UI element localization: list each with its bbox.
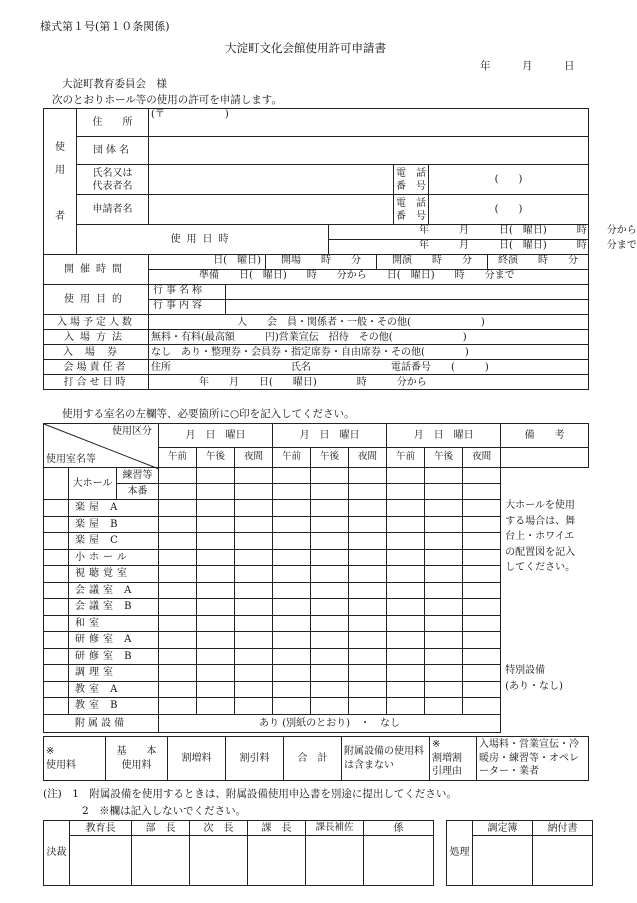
schedule-cell[interactable] [425,648,463,665]
usage-date-field[interactable]: 年 月 日( 曜日) 時 分から 年 月 日( 曜日) 時 分まで [329,225,589,255]
schedule-cell[interactable] [273,566,311,583]
schedule-cell[interactable] [273,516,311,533]
addressee: 大淀町教育委員会 様 [62,78,167,90]
slot-pm: 午後 [311,448,349,468]
room-name: 楽屋 A [69,500,159,517]
schedule-cell[interactable] [197,549,235,566]
process-invoice: 納付書 [533,821,593,836]
schedule-cell[interactable] [159,681,197,698]
schedule-cell[interactable] [425,566,463,583]
venue-manager-field[interactable]: 住所 氏名 電話番号 ( ) [149,360,589,375]
schedule-cell[interactable] [311,632,349,649]
schedule-cell[interactable] [387,566,425,583]
room-hall-label: 大ホール [69,468,117,500]
purpose-label: 使用目的 [44,285,149,315]
schedule-cell[interactable] [159,648,197,665]
table-row [44,615,589,632]
schedule-cell[interactable] [273,632,311,649]
schedule-cell[interactable] [197,648,235,665]
form-number: 様式第１号(第１０条関係) [40,20,170,33]
approver-education-head: 教育長 [70,821,132,836]
schedule-cell[interactable] [387,582,425,599]
room-name: 和室 [69,615,159,632]
group-name-field[interactable] [149,137,589,165]
meeting-field[interactable]: 年 月 日( 曜日) 時 分から [149,375,589,390]
room-name: 研修室 A [69,632,159,649]
event-time-field[interactable]: 日( 曜日) 開場 時 分 開演 時 分 終演 時 分 準備 日( 曜日) 時 分から 日( 曜日) 時 分まで [149,255,589,285]
schedule-cell[interactable] [387,632,425,649]
schedule-cell[interactable] [349,516,387,533]
page-title: 大淀町文化会館使用許可申請書 [225,41,386,55]
intro-text: 次のとおりホール等の使用の許可を申請します。 [52,94,282,106]
schedule-cell[interactable] [159,698,197,715]
schedule-cell[interactable] [349,648,387,665]
approver-staff: 係 [364,821,434,836]
room-name: 楽屋 C [69,533,159,550]
schedule-cell[interactable] [349,681,387,698]
room-mark-cell[interactable] [44,632,69,649]
schedule-cell[interactable] [425,533,463,550]
table-row [44,582,589,599]
schedule-cell[interactable] [197,632,235,649]
schedule-cell[interactable] [235,615,273,632]
room-mark-cell[interactable] [44,698,69,715]
schedule-cell[interactable] [387,516,425,533]
slot-pm: 午後 [425,448,463,468]
schedule-cell[interactable] [349,566,387,583]
schedule-cell[interactable] [311,648,349,665]
schedule-cell[interactable] [197,599,235,616]
schedule-cell[interactable] [235,566,273,583]
schedule-cell[interactable] [159,500,197,517]
decision-label: 決裁 [44,821,70,886]
schedule-cell[interactable] [273,599,311,616]
approver-deputy: 次 長 [190,821,248,836]
schedule-cell[interactable] [387,484,425,500]
schedule-cell[interactable] [311,566,349,583]
corner-header [44,424,159,468]
schedule-cell[interactable] [463,566,501,583]
schedule-cell[interactable] [235,516,273,533]
ticket-field[interactable]: なし あり・整理券・会員券・指定席券・自由席券・その他( ) [149,345,589,360]
phone-label-2: 電 話 番 号 [394,195,429,225]
schedule-cell[interactable] [159,599,197,616]
room-mark-cell[interactable] [44,468,69,500]
stamp-box[interactable] [132,836,190,886]
postal-code: (〒 ) [151,109,229,120]
schedule-cell[interactable] [159,533,197,550]
stamp-box[interactable] [364,836,434,886]
special-equipment: 特別設備 (あり・なし) [505,665,563,692]
schedule-cell[interactable] [197,500,235,517]
requester-field[interactable] [149,195,394,225]
schedule-cell[interactable] [235,599,273,616]
processing-table [446,820,593,886]
equipment-label: 附属設備 [44,714,159,732]
room-mark-cell[interactable] [44,599,69,616]
schedule-cell[interactable] [311,582,349,599]
schedule-cell[interactable] [463,500,501,517]
schedule-cell[interactable] [387,549,425,566]
hall-sub-label: 練習等 [117,468,159,484]
room-name: 視聴覚室 [69,566,159,583]
table-row [44,468,589,484]
room-name: 小ホール [69,549,159,566]
entry-method-field[interactable]: 無料・有料(最高額 円)営業宣伝 招待 その他( ) [149,330,589,345]
schedule-cell[interactable] [159,665,197,682]
room-note: 使用する室名の左欄等、必要箇所に○印を記入してください。 [62,408,355,420]
room-mark-cell[interactable] [44,681,69,698]
schedule-cell[interactable] [463,648,501,665]
room-mark-cell[interactable] [44,665,69,682]
fee-table [43,736,589,781]
schedule-cell[interactable] [273,665,311,682]
room-mark-cell[interactable] [44,615,69,632]
room-name: 教室 A [69,681,159,698]
schedule-cell[interactable] [463,665,501,682]
schedule-cell[interactable] [463,632,501,649]
room-name: 教室 B [69,698,159,715]
schedule-cell[interactable] [159,516,197,533]
schedule-cell[interactable] [197,582,235,599]
schedule-cell[interactable] [425,500,463,517]
schedule-cell[interactable] [425,599,463,616]
stamp-box[interactable] [533,836,593,886]
schedule-cell[interactable] [159,582,197,599]
schedule-cell[interactable] [197,533,235,550]
schedule-cell[interactable] [425,582,463,599]
schedule-cell[interactable] [235,648,273,665]
schedule-cell[interactable] [235,582,273,599]
schedule-cell[interactable] [197,681,235,698]
room-name: 会議室 A [69,582,159,599]
event-time-label: 開催時間 [44,255,149,285]
schedule-cell[interactable] [159,468,197,484]
schedule-cell[interactable] [159,566,197,583]
room-mark-cell[interactable] [44,566,69,583]
schedule-cell[interactable] [311,516,349,533]
schedule-cell[interactable] [387,648,425,665]
schedule-cell[interactable] [311,599,349,616]
schedule-cell[interactable] [463,516,501,533]
schedule-cell[interactable] [235,484,273,500]
date-header-1: 月 日 曜日 [159,424,273,448]
date-header-3: 月 日 曜日 [387,424,501,448]
room-mark-cell[interactable] [44,533,69,550]
schedule-cell[interactable] [349,665,387,682]
schedule-cell[interactable] [197,468,235,484]
phone-field-2[interactable]: ( ) [429,195,589,225]
schedule-cell[interactable] [235,665,273,682]
room-name: 楽屋 B [69,516,159,533]
address-field[interactable] [149,109,589,137]
remarks-header: 備 考 [501,424,589,448]
schedule-cell[interactable] [463,549,501,566]
table-row [44,599,589,616]
table-row [44,632,589,649]
schedule-cell[interactable] [463,468,501,484]
schedule-cell[interactable] [349,615,387,632]
equipment-field[interactable]: あり (別紙のとおり) ・ なし [159,714,501,732]
room-name: 研修室 B [69,648,159,665]
representative-field[interactable] [149,165,394,195]
schedule-cell[interactable] [349,533,387,550]
slot-am: 午前 [159,448,197,468]
stamp-box[interactable] [248,836,306,886]
schedule-cell[interactable] [311,468,349,484]
schedule-cell[interactable] [273,533,311,550]
schedule-cell[interactable] [235,698,273,715]
schedule-cell[interactable] [425,615,463,632]
schedule-cell[interactable] [463,615,501,632]
schedule-cell[interactable] [349,599,387,616]
schedule-cell[interactable] [387,698,425,715]
table-row [44,698,589,715]
schedule-cell[interactable] [311,500,349,517]
slot-pm: 午後 [197,448,235,468]
schedule-cell[interactable] [159,484,197,500]
schedule-cell[interactable] [235,533,273,550]
stamp-box[interactable] [70,836,132,886]
usage-date-label: 使用日時 [77,225,329,255]
schedule-cell[interactable] [387,533,425,550]
attendance-field[interactable]: 人 会 員・関係者・一般・その他( ) [149,315,589,330]
slot-am: 午前 [273,448,311,468]
schedule-cell[interactable] [235,632,273,649]
representative-label: 氏名又は 代表者名 [77,165,149,195]
schedule-cell[interactable] [273,549,311,566]
room-mark-cell[interactable] [44,582,69,599]
schedule-cell[interactable] [425,468,463,484]
discount-label: 割引料 [226,737,284,781]
schedule-cell[interactable] [273,698,311,715]
hall-sub-label: 本番 [117,484,159,500]
schedule-cell[interactable] [197,566,235,583]
schedule-cell[interactable] [235,549,273,566]
note-2: 2 ※欄は記入しないでください。 [82,805,247,817]
schedule-cell[interactable] [387,615,425,632]
room-schedule-table [43,423,589,733]
date-header-2: 月 日 曜日 [273,424,387,448]
reason-text: 入場料・営業宣伝・冷暖房・練習等・オペレーター・業者 [477,737,589,781]
room-mark-cell[interactable] [44,648,69,665]
schedule-cell[interactable] [273,468,311,484]
schedule-cell[interactable] [463,484,501,500]
schedule-cell[interactable] [311,533,349,550]
schedule-cell[interactable] [463,582,501,599]
phone-field[interactable]: ( ) [429,165,589,195]
slot-night: 夜間 [235,448,273,468]
room-mark-cell[interactable] [44,516,69,533]
entry-method-label: 入場方法 [44,330,149,345]
schedule-cell[interactable] [349,484,387,500]
schedule-cell[interactable] [425,549,463,566]
stamp-box[interactable] [306,836,364,886]
schedule-cell[interactable] [425,632,463,649]
schedule-cell[interactable] [273,681,311,698]
schedule-cell[interactable] [463,681,501,698]
room-name-label: 使用室名等 [46,454,96,465]
schedule-cell[interactable] [273,484,311,500]
slot-night: 夜間 [349,448,387,468]
venue-manager-label: 会場責任者 [44,360,149,375]
applicant-side-label: 使 用 者 [44,109,77,255]
slot-night: 夜間 [463,448,501,468]
schedule-cell[interactable] [349,549,387,566]
basic-fee-label: 基 本 使用料 [106,737,168,781]
schedule-cell[interactable] [311,484,349,500]
schedule-cell[interactable] [425,484,463,500]
remarks-cell [501,448,589,692]
schedule-cell[interactable] [425,681,463,698]
surcharge-label: 割増料 [168,737,226,781]
schedule-cell[interactable] [197,665,235,682]
attendance-label: 入場予定人数 [44,315,149,330]
schedule-cell[interactable] [197,698,235,715]
usage-category-label: 使用区分 [112,426,153,437]
room-mark-cell[interactable] [44,500,69,517]
schedule-cell[interactable] [197,516,235,533]
room-mark-cell[interactable] [44,549,69,566]
meeting-label: 打合せ日時 [44,375,149,390]
schedule-cell[interactable] [349,500,387,517]
reason-label: ※ 割増割 引理由 [430,737,477,781]
process-ledger: 調定簿 [473,821,533,836]
address-label: 住 所 [77,109,149,137]
total-label: 合 計 [284,737,342,781]
requester-label: 申請者名 [77,195,149,225]
approver-assistant: 課長補佐 [306,821,364,836]
schedule-cell[interactable] [311,665,349,682]
fee-label: ※ 使用料 [44,737,106,781]
schedule-cell[interactable] [273,648,311,665]
schedule-cell[interactable] [387,681,425,698]
schedule-cell[interactable] [235,468,273,484]
approver-section-chief: 課 長 [248,821,306,836]
schedule-cell[interactable] [197,484,235,500]
schedule-cell[interactable] [425,698,463,715]
schedule-cell[interactable] [387,500,425,517]
group-name-label: 団体名 [77,137,149,165]
schedule-cell[interactable] [349,582,387,599]
date-line: 年 月 日 [480,60,575,72]
schedule-cell[interactable] [159,632,197,649]
schedule-cell[interactable] [159,615,197,632]
schedule-cell[interactable] [387,599,425,616]
ticket-label: 入場券 [44,345,149,360]
note-1: (注) 1 附属設備を使用するときは、附属設備使用申込書を別途に提出してください。 [43,788,457,800]
schedule-cell[interactable] [463,599,501,616]
stamp-box[interactable] [190,836,248,886]
purpose-field[interactable]: 行事名称 行事内容 [149,285,589,315]
schedule-cell[interactable] [235,681,273,698]
process-label: 処理 [447,821,473,886]
schedule-cell[interactable] [273,615,311,632]
schedule-cell[interactable] [235,500,273,517]
schedule-cell[interactable] [387,468,425,484]
schedule-cell[interactable] [349,698,387,715]
stamp-box[interactable] [473,836,533,886]
application-table [43,108,637,390]
approval-table [43,820,434,886]
schedule-cell[interactable] [197,615,235,632]
phone-label: 電 話 番 号 [394,165,429,195]
schedule-cell[interactable] [463,533,501,550]
schedule-cell[interactable] [273,582,311,599]
slot-am: 午前 [387,448,425,468]
schedule-cell[interactable] [349,468,387,484]
schedule-cell[interactable] [425,516,463,533]
schedule-cell[interactable] [349,632,387,649]
schedule-cell[interactable] [311,549,349,566]
schedule-cell[interactable] [311,698,349,715]
room-name: 会議室 B [69,599,159,616]
schedule-cell[interactable] [387,665,425,682]
approver-director: 部 長 [132,821,190,836]
schedule-cell[interactable] [159,549,197,566]
schedule-cell[interactable] [463,698,501,715]
schedule-cell[interactable] [425,665,463,682]
equipment-fee-note: 附属設備の使用料は含まない [342,737,430,781]
schedule-cell[interactable] [273,500,311,517]
schedule-cell[interactable] [311,615,349,632]
remarks-text: 大ホールを使用する場合は、舞台上・ホワイエの配置図を記入してください。 [505,500,576,573]
schedule-cell[interactable] [311,681,349,698]
room-name: 調理室 [69,665,159,682]
